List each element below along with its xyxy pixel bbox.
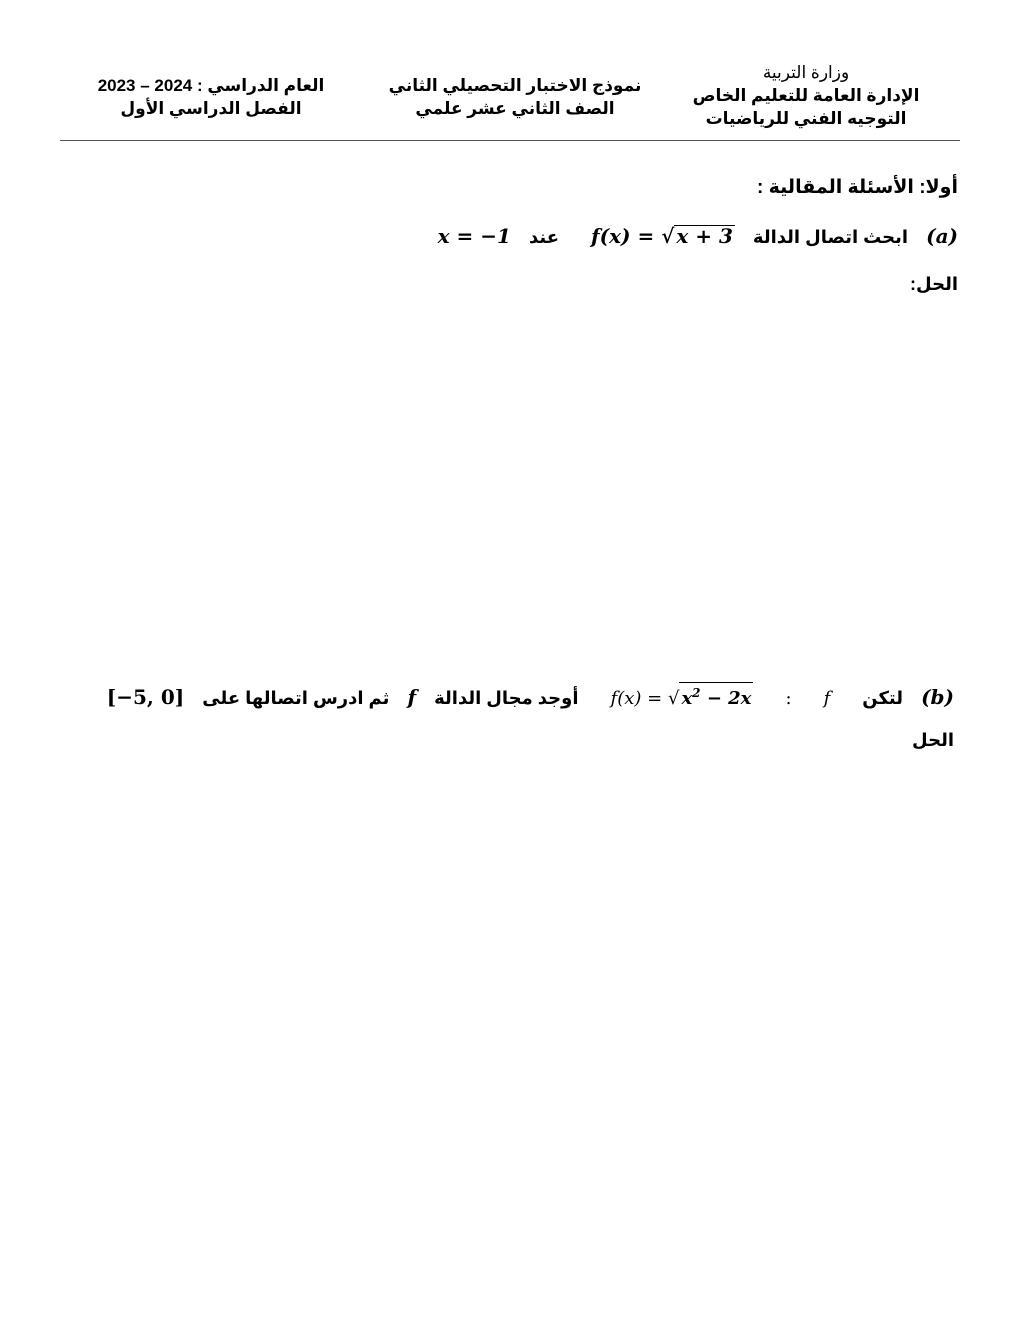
question-a-solution-label: الحل: [910, 274, 958, 294]
question-b [107, 682, 954, 709]
academic-year [78, 74, 344, 97]
question-b-interval: [−5, 0] [106, 685, 185, 709]
question-b-f-symbol-2: f [407, 685, 417, 709]
question-a-point: x = −1 [437, 224, 511, 248]
department-name: التوجيه الفني للرياضيات [705, 109, 907, 128]
question-b-let-word: لتكن [862, 688, 904, 708]
sqrt-symbol: √ x + 3 [661, 224, 733, 248]
question-a-label: (a) [926, 224, 958, 248]
question-b-solution-label: الحل [912, 730, 954, 750]
question-b-function [611, 682, 754, 709]
sqrt-symbol: √ $x^2 - 2x$ [668, 682, 753, 709]
grade-label: الصف الثاني عشر علمي [415, 99, 615, 118]
question-a-at-word: عند [528, 227, 559, 247]
academic-year-value: 2023 – 2024 [97, 76, 193, 95]
question-b-radicand [679, 682, 753, 709]
question-b-f-symbol: f [823, 688, 831, 709]
question-b-find-domain: أوجد مجال الدالة [434, 688, 579, 708]
header-divider [60, 140, 960, 141]
question-a-text: ابحث اتصال الدالة [752, 227, 909, 247]
header-exam-info [380, 74, 650, 120]
question-b-colon: : [785, 688, 792, 709]
section-title: أولا: الأسئلة المقالية : [757, 177, 958, 198]
header-ministry [664, 61, 948, 130]
exam-title: نموذج الاختبار التحصيلي الثاني [388, 76, 642, 95]
question-b-func-lhs: f(x) = [610, 688, 663, 709]
administration-name: الإدارة العامة للتعليم الخاص [692, 86, 920, 105]
question-b-radicand-base: x [681, 688, 693, 709]
question-b-radicand-exp: 2 [692, 686, 701, 700]
question-b-study-continuity: ثم ادرس اتصالها على [202, 688, 390, 708]
question-a-func-lhs: f(x) = [591, 224, 655, 248]
academic-year-label: العام الدراسي : [196, 76, 325, 95]
question-b-radicand-rest: − 2x [706, 688, 752, 709]
header-year-info [78, 74, 344, 120]
question-a-function [591, 224, 735, 248]
question-a-radicand: x + 3 [676, 224, 733, 248]
semester-label: الفصل الدراسي الأول [120, 99, 302, 118]
question-b-label: (b) [921, 685, 954, 709]
ministry-name: وزارة التربية [762, 63, 850, 82]
question-a [438, 224, 958, 248]
